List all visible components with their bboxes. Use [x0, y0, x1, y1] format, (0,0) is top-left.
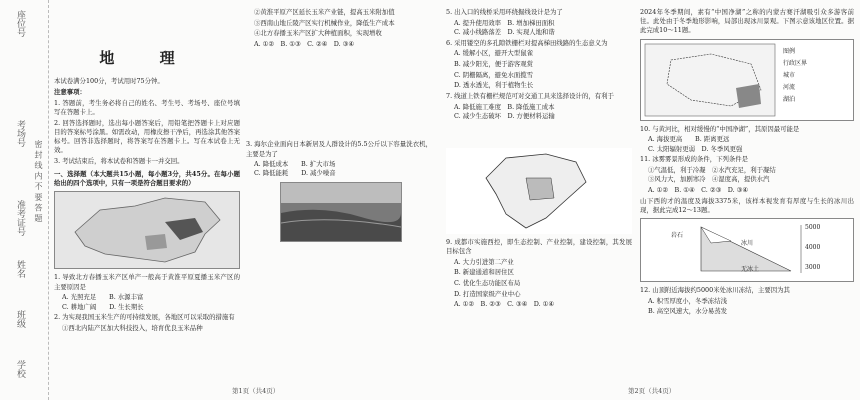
exam-title: 地 理: [99, 49, 195, 67]
fig-label-rock: 岩石: [671, 231, 684, 239]
fold-line-text: 密 封 线 内 不 要 答 题: [34, 140, 43, 222]
legend-river: 河流: [783, 83, 796, 91]
terrace-photo: [280, 182, 402, 242]
margin-label-name: 姓名: [15, 260, 25, 278]
column-4: [640, 8, 854, 318]
margin-label-school: 学校: [15, 360, 25, 378]
q6-stem: 6. 采用镂空的多孔隙铁栅栏对提高梯田线路的生态意义为: [446, 38, 608, 47]
fig-elev-top: 5000: [805, 223, 821, 231]
q6-opt-b: B. 减少阳光，便于游客观赏: [454, 60, 534, 69]
region-map: [640, 39, 854, 121]
fig-elev-mid: 4000: [805, 243, 821, 251]
binding-margin: [0, 0, 49, 400]
q12-stem: 12. 山顶附近海拔约5000米处冰川冻结，主要因为其: [640, 285, 790, 294]
column-3: [446, 8, 632, 311]
passage-5: 山下西的才的温度及海拔3375米，该样本视发育有厚度与生长的冰川出现，据此完成12～13题。: [640, 196, 854, 214]
passage-unreadable-2: [446, 123, 632, 145]
q1-opts: A. 光照充足 B. 水源丰富 C. 耕地广阔 D. 生长期长: [62, 293, 144, 311]
q11-choices: A. ①② B. ①④ C. ②③ D. ③④: [648, 185, 749, 194]
legend-city: 城市: [783, 71, 796, 79]
q12-opt-b: B. 高空风速大，水分易蒸发: [648, 307, 728, 316]
q12-opt-a: A. 积雪厚度小，冬季冻结浅: [648, 296, 727, 305]
chengdu-map: [446, 148, 632, 234]
q11-stem: 11. 冰雾雾景形成的条件，下列条件是: [640, 155, 749, 164]
q10-stem: 10. 与黄河比，相对缓慢的“中国净湖”，其原因最可能是: [640, 124, 800, 133]
q9-opt-b: B. 新建通道和居住区: [454, 268, 514, 277]
page-number-left: 第1页（共4页）: [232, 387, 280, 395]
q9-opt-c: C. 优化生态功能区布局: [454, 279, 521, 288]
map-legend: [783, 46, 807, 106]
legend-lake: 湖泊: [783, 95, 796, 103]
q2-opt-4: ④北方春播玉米产区扩大种植面积，实现增收: [254, 29, 382, 38]
terrace-photo-graphic: [281, 183, 401, 241]
legend-title: 图例: [783, 47, 796, 55]
glacier-profile: [640, 218, 854, 282]
passage-4: 2024年冬季期间，素有“中国净湖”之称的内蒙古赛汗湖吸引众多游客前往。此处由于冬季地形影响，局部出现冰川景观。下图示意该地区位置。据此完成10～11题。: [640, 8, 854, 35]
q9-opt-a: A. 大力引进第二产业: [454, 257, 514, 266]
legend-boundary: 行政区界: [783, 59, 808, 67]
margin-label-class: 班级: [15, 310, 25, 328]
q9-opt-d: D. 打造国家级产业中心: [454, 289, 521, 298]
q2-opt-3: ③西南山地丘陵产区实行机械作业，降低生产成本: [254, 18, 395, 27]
china-map-graphic: [55, 192, 239, 268]
q3-opts: A. 降低成本 B. 扩大市场 C. 降低能耗 D. 减少噪音: [254, 160, 336, 178]
q3-stem: 3. 海尔企业面向日本新居及人群设计的5.5公斤以下容量洗衣机，主要是为了: [246, 140, 432, 158]
q2-opt-1: ①西北内陆产区加大科技投入，培育优良玉米品种: [62, 323, 203, 332]
region-map-graphic: [641, 40, 853, 120]
column-1: [54, 8, 240, 335]
margin-label-id: 准考证号: [15, 200, 25, 236]
page-number-right: 第2页（共4页）: [628, 387, 676, 395]
intro-text: 本试卷满分100分，考试用时75分钟。: [54, 77, 164, 86]
margin-label-seat: 座位号: [15, 10, 25, 37]
q5-stem: 5. 出入口的线桥采用环绕掘线设计是为了: [446, 8, 563, 16]
fig-label-glacier: 冰川: [741, 239, 754, 247]
fig-label-a: 无冰土: [741, 265, 760, 273]
q2-opt-2: ②黄淮平原产区延长玉米产业链，提高玉米附加值: [254, 8, 395, 16]
notes-title: 注意事项：: [54, 87, 86, 96]
passage-unreadable: [246, 51, 432, 139]
column-2: [246, 8, 432, 246]
china-corn-map: [54, 191, 240, 269]
q2-stem: 2. 为实现我国玉米生产的可持续发展，各地区可以采取的措施有: [54, 313, 235, 322]
q6-opt-a: A. 缓解小区，避开大型鼠雀: [454, 49, 533, 58]
margin-label-room: 考场号: [15, 120, 25, 147]
q7-opts: A. 降低施工难度 B. 降低施工成本 C. 减少生态破坏 D. 方便材料运输: [454, 102, 555, 121]
q1-stem: 1. 导致北方春播玉米产区单产一般高于黄淮平原夏播玉米产区的主要原因是: [54, 273, 240, 291]
q7-stem: 7. 线道上铁有栅栏规范可对交通工具来选择设计的，有利于: [446, 92, 614, 101]
q2-choices: A. ①② B. ①③ C. ②④ D. ③④: [254, 40, 355, 49]
q6-opt-c: C. 阴栅隔离，避免水面揽雪: [454, 70, 534, 79]
q9-stem: 9. 成都市实施西控，即生态控制、产业控制，建设控制，其发展目标包含: [446, 237, 632, 255]
q9-choices: A. ①② B. ②③ C. ③④ D. ①④: [454, 300, 555, 309]
chengdu-map-graphic: [446, 148, 632, 234]
note-3: 3. 考试结束后，将本试卷和答题卡一并交回。: [54, 156, 184, 165]
q5-opts: A. 提升使用效率 B. 增加梯田面积 C. 减小线路落差 D. 实现人地和谐: [454, 18, 555, 36]
note-2: 2. 回答选择题时，选出每小题答案后，用铅笔把答题卡上对应题目的答案标号涂黑。如需改动，用橡皮擦干净后，再选涂其他答案标号。回答非选择题时，将答案写在答题卡上。写在本试卷上无效。: [54, 118, 240, 155]
fig-elev-low: 3000: [805, 263, 821, 271]
q6-opt-d: D. 透水透光，利于植物生长: [454, 81, 534, 90]
section-1-header: 一、选择题（本大题共15小题，每小题3分，共45分。在每小题给出的四个选项中，只有一项是符合题目要求的）: [54, 170, 240, 188]
q11-opts: ①气温低，利于冷凝 ②水汽充足，利于凝结 ③风力大，加剧寒冷 ④湿度高，提供水汽: [648, 165, 776, 184]
q10-opts: A. 海拔更高 B. 距离更远 C. 太阳辐射更弱 D. 冬季风更强: [648, 135, 743, 153]
note-1: 1. 答题前，考生务必将自己的姓名、考生号、考场号、座位号填写在答题卡上。: [54, 98, 240, 116]
